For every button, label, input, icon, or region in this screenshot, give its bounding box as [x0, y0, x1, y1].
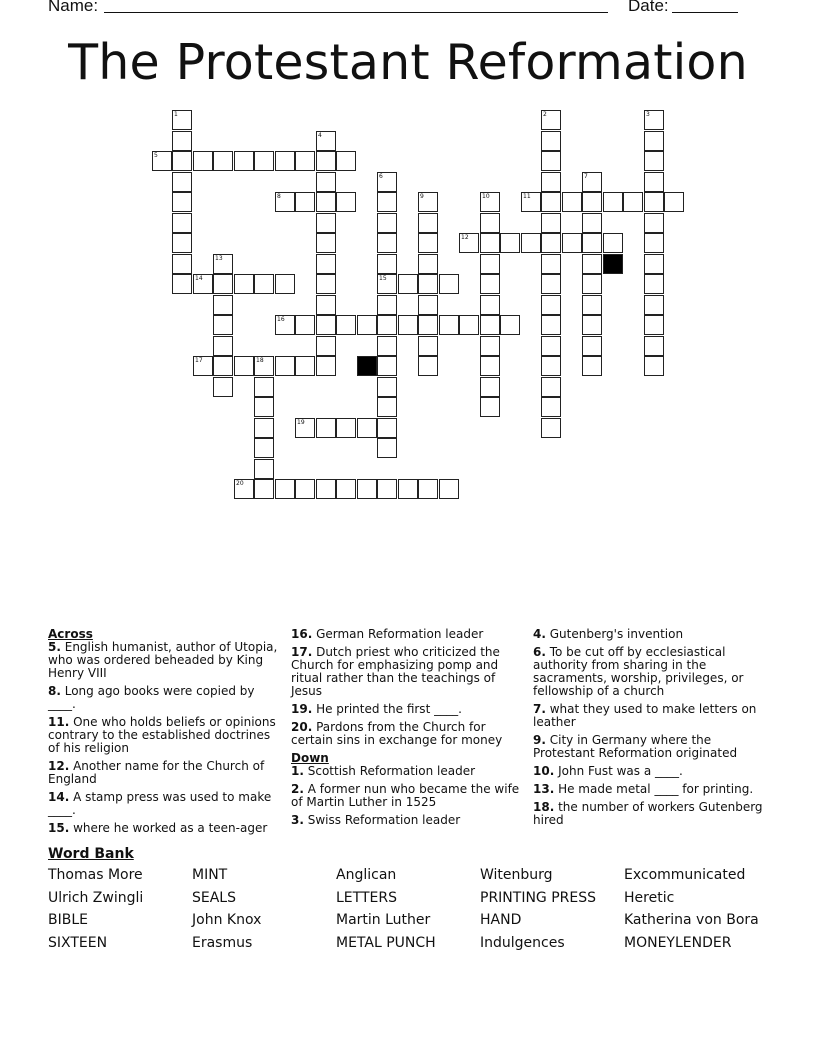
clue-number: 9: [420, 193, 424, 200]
word-bank-item: MONEYLENDER: [624, 935, 732, 952]
clue: [48, 685, 284, 711]
grid-cell[interactable]: [541, 233, 561, 253]
clue-text: To be cut off by ecclesiastical authority from sharing in the sacraments, worship, privileges, or fellowship of a church: [533, 645, 744, 698]
clue-label: 10.: [533, 764, 555, 778]
grid-cell[interactable]: [582, 254, 602, 274]
grid-cell[interactable]: [213, 356, 233, 376]
grid-cell[interactable]: [193, 274, 213, 294]
word-bank-item: PRINTING PRESS: [480, 889, 597, 906]
grid-cell[interactable]: [582, 295, 602, 315]
clue-text: German Reformation leader: [312, 627, 484, 641]
word-bank-title: Word Bank: [48, 846, 134, 862]
clue-text: John Fust was a ____.: [554, 764, 683, 778]
grid-cell[interactable]: [193, 356, 213, 376]
grid-cell[interactable]: [644, 213, 664, 233]
grid-cell[interactable]: [213, 377, 233, 397]
grid-cell[interactable]: [644, 172, 664, 192]
grid-cell[interactable]: [418, 336, 438, 356]
grid-cell[interactable]: [541, 274, 561, 294]
grid-cell[interactable]: [213, 315, 233, 335]
grid-cell[interactable]: [541, 254, 561, 274]
grid-cell[interactable]: [234, 151, 254, 171]
grid-cell[interactable]: [644, 192, 664, 212]
clue-text: Swiss Reformation leader: [303, 813, 461, 827]
grid-cell[interactable]: [480, 192, 500, 212]
clue-label: 16.: [291, 627, 313, 641]
clue: [533, 765, 769, 778]
grid-cell[interactable]: [541, 336, 561, 356]
clue-number: 4: [318, 132, 322, 139]
clue: [291, 628, 527, 641]
down-clue-list-continued: [533, 628, 769, 827]
clue-text: Gutenberg's invention: [545, 627, 684, 641]
grid-cell[interactable]: [459, 315, 479, 335]
clue-number: 15: [379, 275, 387, 282]
clue: [291, 783, 527, 809]
grid-cell[interactable]: [213, 274, 233, 294]
clue-number: 8: [277, 193, 281, 200]
clue-label: 15.: [48, 821, 70, 835]
grid-cell[interactable]: [582, 192, 602, 212]
grid-cell[interactable]: [316, 233, 336, 253]
grid-cell[interactable]: [316, 151, 336, 171]
grid-cell[interactable]: [644, 110, 664, 130]
grid-cell[interactable]: [254, 459, 274, 479]
word-bank-item: Ulrich Zwingli: [48, 889, 144, 906]
grid-cell[interactable]: [644, 295, 664, 315]
grid-cell[interactable]: [193, 151, 213, 171]
clue: [291, 721, 527, 747]
grid-cell[interactable]: [541, 315, 561, 335]
grid-cell[interactable]: [316, 274, 336, 294]
grid-cell[interactable]: [377, 295, 397, 315]
word-bank-item: HAND: [480, 912, 522, 929]
grid-cell[interactable]: [213, 254, 233, 274]
word-bank-item: Indulgences: [480, 935, 565, 952]
word-bank-item: Martin Luther: [336, 912, 431, 929]
grid-cell[interactable]: [521, 192, 541, 212]
clue-text: what they used to make letters on leather: [533, 702, 757, 729]
word-bank-item: SEALS: [192, 889, 236, 906]
clue-text: He made metal ____ for printing.: [554, 782, 754, 796]
down-clue-list: [291, 765, 527, 827]
grid-cell[interactable]: [377, 274, 397, 294]
grid-cell[interactable]: [295, 479, 315, 499]
clue: [533, 628, 769, 641]
grid-cell[interactable]: [336, 479, 356, 499]
grid-cell[interactable]: [316, 356, 336, 376]
grid-block: [603, 254, 623, 274]
grid-cell[interactable]: [664, 192, 684, 212]
grid-cell[interactable]: [377, 479, 397, 499]
grid-cell[interactable]: [480, 397, 500, 417]
clue-label: 13.: [533, 782, 555, 796]
clue-number: 17: [195, 357, 203, 364]
grid-cell[interactable]: [275, 151, 295, 171]
clue-label: 12.: [48, 759, 70, 773]
grid-cell[interactable]: [644, 274, 664, 294]
grid-cell[interactable]: [623, 192, 643, 212]
grid-cell[interactable]: [418, 295, 438, 315]
clues-column-3: [533, 628, 769, 832]
grid-cell[interactable]: [541, 172, 561, 192]
grid-cell[interactable]: [357, 418, 377, 438]
grid-cell[interactable]: [644, 315, 664, 335]
grid-cell[interactable]: [254, 151, 274, 171]
grid-cell[interactable]: [275, 315, 295, 335]
grid-cell[interactable]: [172, 254, 192, 274]
clue-text: Long ago books were copied by ____.: [48, 684, 255, 711]
word-bank-item: LETTERS: [336, 889, 397, 906]
clue-number: 19: [297, 419, 305, 426]
grid-cell[interactable]: [295, 315, 315, 335]
clue-number: 13: [215, 255, 223, 262]
word-bank-item: Heretic: [624, 889, 675, 906]
grid-block: [357, 356, 377, 376]
clue-label: 20.: [291, 720, 313, 734]
clue: [533, 783, 769, 796]
clue-text: City in Germany where the Protestant Reformation originated: [533, 733, 738, 760]
grid-cell[interactable]: [172, 274, 192, 294]
clue: [48, 791, 284, 817]
grid-cell[interactable]: [480, 356, 500, 376]
clue-text: A stamp press was used to make ____.: [48, 790, 272, 817]
clue-label: 6.: [533, 645, 546, 659]
grid-cell[interactable]: [562, 192, 582, 212]
grid-cell[interactable]: [644, 336, 664, 356]
grid-cell[interactable]: [254, 438, 274, 458]
grid-cell[interactable]: [377, 397, 397, 417]
clue-text: A former nun who became the wife of Martin Luther in 1525: [291, 782, 520, 809]
clue-text: the number of workers Gutenberg hired: [533, 800, 763, 827]
grid-cell[interactable]: [418, 254, 438, 274]
grid-cell[interactable]: [541, 213, 561, 233]
clue-label: 3.: [291, 813, 304, 827]
word-bank-item: Katherina von Bora: [624, 912, 759, 929]
grid-cell[interactable]: [316, 295, 336, 315]
clue-number: 14: [195, 275, 203, 282]
grid-cell[interactable]: [234, 356, 254, 376]
grid-cell[interactable]: [644, 131, 664, 151]
grid-cell[interactable]: [172, 213, 192, 233]
clue: [291, 814, 527, 827]
date-label: Date:: [628, 0, 669, 15]
word-bank-item: MINT: [192, 867, 228, 883]
grid-cell[interactable]: [172, 172, 192, 192]
grid-cell[interactable]: [234, 274, 254, 294]
grid-cell[interactable]: [418, 274, 438, 294]
grid-cell[interactable]: [254, 274, 274, 294]
grid-cell[interactable]: [541, 356, 561, 376]
grid-cell[interactable]: [295, 151, 315, 171]
grid-cell[interactable]: [500, 233, 520, 253]
word-bank-item: BIBLE: [48, 912, 88, 929]
grid-cell[interactable]: [316, 172, 336, 192]
grid-cell[interactable]: [213, 336, 233, 356]
clue-label: 7.: [533, 702, 546, 716]
clue-number: 2: [543, 111, 547, 118]
grid-cell[interactable]: [582, 356, 602, 376]
clue-text: He printed the first ____.: [312, 702, 462, 716]
clue-text: Pardons from the Church for certain sins in exchange for money: [291, 720, 503, 747]
grid-cell[interactable]: [541, 110, 561, 130]
clue-number: 5: [154, 152, 158, 159]
word-bank-item: Anglican: [336, 867, 397, 883]
grid-cell[interactable]: [541, 192, 561, 212]
grid-cell[interactable]: [644, 254, 664, 274]
grid-cell[interactable]: [377, 418, 397, 438]
grid-cell[interactable]: [172, 233, 192, 253]
grid-cell[interactable]: [439, 274, 459, 294]
clue-label: 5.: [48, 640, 61, 654]
clue-number: 11: [523, 193, 531, 200]
clue-label: 19.: [291, 702, 313, 716]
grid-cell[interactable]: [316, 213, 336, 233]
grid-cell[interactable]: [377, 315, 397, 335]
grid-cell[interactable]: [603, 192, 623, 212]
grid-cell[interactable]: [582, 172, 602, 192]
clues-column-1: [48, 628, 284, 840]
clue: [48, 716, 284, 755]
grid-cell[interactable]: [418, 192, 438, 212]
grid-cell[interactable]: [418, 479, 438, 499]
word-bank-item: Thomas More: [48, 867, 143, 883]
grid-cell[interactable]: [541, 295, 561, 315]
grid-cell[interactable]: [541, 377, 561, 397]
clue-text: English humanist, author of Utopia, who was ordered beheaded by King Henry VIII: [48, 640, 278, 680]
clue-text: Dutch priest who criticized the Church for emphasizing pomp and ritual rather than the teachings of Jesus: [291, 645, 500, 698]
grid-cell[interactable]: [172, 131, 192, 151]
grid-cell[interactable]: [377, 254, 397, 274]
grid-cell[interactable]: [541, 418, 561, 438]
clue-number: 10: [482, 193, 490, 200]
grid-cell[interactable]: [254, 479, 274, 499]
clue: [291, 765, 527, 778]
grid-cell[interactable]: [582, 336, 602, 356]
clue: [533, 734, 769, 760]
grid-cell[interactable]: [254, 418, 274, 438]
grid-cell[interactable]: [541, 397, 561, 417]
grid-cell[interactable]: [439, 315, 459, 335]
clues-column-2: [291, 628, 527, 832]
across-clue-list-continued: [291, 628, 527, 747]
clue-number: 6: [379, 173, 383, 180]
grid-cell[interactable]: [439, 479, 459, 499]
clue: [533, 703, 769, 729]
clue-label: 2.: [291, 782, 304, 796]
grid-cell[interactable]: [541, 151, 561, 171]
grid-cell[interactable]: [418, 356, 438, 376]
page-title: The Protestant Reformation: [68, 34, 748, 91]
grid-cell[interactable]: [316, 254, 336, 274]
clue-number: 20: [236, 480, 244, 487]
clue: [48, 760, 284, 786]
grid-cell[interactable]: [336, 151, 356, 171]
name-label: Name:: [48, 0, 99, 15]
grid-cell[interactable]: [521, 233, 541, 253]
word-bank-item: Erasmus: [192, 935, 253, 952]
grid-cell[interactable]: [254, 356, 274, 376]
grid-cell[interactable]: [480, 254, 500, 274]
across-heading: Across: [48, 627, 93, 641]
down-heading: Down: [291, 751, 329, 765]
grid-cell[interactable]: [644, 233, 664, 253]
grid-cell[interactable]: [336, 192, 356, 212]
grid-cell[interactable]: [275, 274, 295, 294]
clue-text: Another name for the Church of England: [48, 759, 265, 786]
grid-cell[interactable]: [418, 315, 438, 335]
word-bank-item: Excommunicated: [624, 867, 746, 883]
clue: [291, 646, 527, 698]
clue-number: 18: [256, 357, 264, 364]
grid-cell[interactable]: [480, 336, 500, 356]
grid-cell[interactable]: [275, 356, 295, 376]
clue: [48, 822, 284, 835]
grid-cell[interactable]: [377, 377, 397, 397]
grid-cell[interactable]: [480, 274, 500, 294]
grid-cell[interactable]: [172, 110, 192, 130]
grid-cell[interactable]: [644, 151, 664, 171]
grid-cell[interactable]: [480, 233, 500, 253]
grid-cell[interactable]: [541, 131, 561, 151]
grid-cell[interactable]: [316, 479, 336, 499]
grid-cell[interactable]: [172, 192, 192, 212]
grid-cell[interactable]: [275, 192, 295, 212]
grid-cell[interactable]: [234, 479, 254, 499]
grid-cell[interactable]: [254, 397, 274, 417]
word-bank-item: John Knox: [192, 912, 262, 929]
clue-label: 18.: [533, 800, 555, 814]
grid-cell[interactable]: [480, 315, 500, 335]
clue-text: One who holds beliefs or opinions contrary to the established doctrines of his religion: [48, 715, 276, 755]
grid-cell[interactable]: [377, 192, 397, 212]
grid-cell[interactable]: [398, 274, 418, 294]
grid-cell[interactable]: [418, 233, 438, 253]
clue-number: 16: [277, 316, 285, 323]
clue-label: 8.: [48, 684, 61, 698]
grid-cell[interactable]: [582, 213, 602, 233]
grid-cell[interactable]: [275, 479, 295, 499]
clue-text: where he worked as a teen-ager: [69, 821, 268, 835]
clue-number: 12: [461, 234, 469, 241]
grid-cell[interactable]: [644, 356, 664, 376]
grid-cell[interactable]: [480, 377, 500, 397]
grid-cell[interactable]: [357, 479, 377, 499]
grid-cell[interactable]: [377, 213, 397, 233]
grid-cell[interactable]: [459, 233, 479, 253]
grid-cell[interactable]: [480, 295, 500, 315]
grid-cell[interactable]: [336, 418, 356, 438]
grid-cell[interactable]: [316, 131, 336, 151]
grid-cell[interactable]: [377, 233, 397, 253]
grid-cell[interactable]: [500, 315, 520, 335]
grid-cell[interactable]: [295, 356, 315, 376]
grid-cell[interactable]: [377, 336, 397, 356]
word-bank-item: SIXTEEN: [48, 935, 108, 952]
grid-cell[interactable]: [377, 172, 397, 192]
clue-number: 1: [174, 111, 178, 118]
grid-cell[interactable]: [295, 192, 315, 212]
grid-cell[interactable]: [603, 233, 623, 253]
clue: [291, 703, 527, 716]
clue-number: 7: [584, 173, 588, 180]
grid-cell[interactable]: [398, 315, 418, 335]
grid-cell[interactable]: [336, 315, 356, 335]
grid-cell[interactable]: [172, 151, 192, 171]
grid-cell[interactable]: [418, 213, 438, 233]
grid-cell[interactable]: [316, 192, 336, 212]
grid-cell[interactable]: [377, 438, 397, 458]
grid-cell[interactable]: [213, 151, 233, 171]
clue-label: 17.: [291, 645, 313, 659]
grid-cell[interactable]: [357, 315, 377, 335]
clue: [533, 646, 769, 698]
grid-cell[interactable]: [582, 315, 602, 335]
clue-number: 3: [646, 111, 650, 118]
grid-cell[interactable]: [398, 479, 418, 499]
word-bank-item: METAL PUNCH: [336, 935, 436, 952]
grid-cell[interactable]: [377, 356, 397, 376]
grid-cell[interactable]: [213, 295, 233, 315]
grid-cell[interactable]: [316, 418, 336, 438]
grid-cell[interactable]: [582, 274, 602, 294]
grid-cell[interactable]: [316, 315, 336, 335]
grid-cell[interactable]: [316, 336, 336, 356]
grid-cell[interactable]: [582, 233, 602, 253]
clue-label: 1.: [291, 764, 304, 778]
grid-cell[interactable]: [254, 377, 274, 397]
clue-label: 9.: [533, 733, 546, 747]
grid-cell[interactable]: [152, 151, 172, 171]
clue: [48, 641, 284, 680]
clue-label: 14.: [48, 790, 70, 804]
clue: [533, 801, 769, 827]
grid-cell[interactable]: [562, 233, 582, 253]
clue-label: 4.: [533, 627, 546, 641]
grid-cell[interactable]: [480, 213, 500, 233]
word-bank-item: Witenburg: [480, 867, 553, 883]
clue-label: 11.: [48, 715, 70, 729]
clue-text: Scottish Reformation leader: [303, 764, 476, 778]
across-clue-list: [48, 641, 284, 835]
grid-cell[interactable]: [295, 418, 315, 438]
